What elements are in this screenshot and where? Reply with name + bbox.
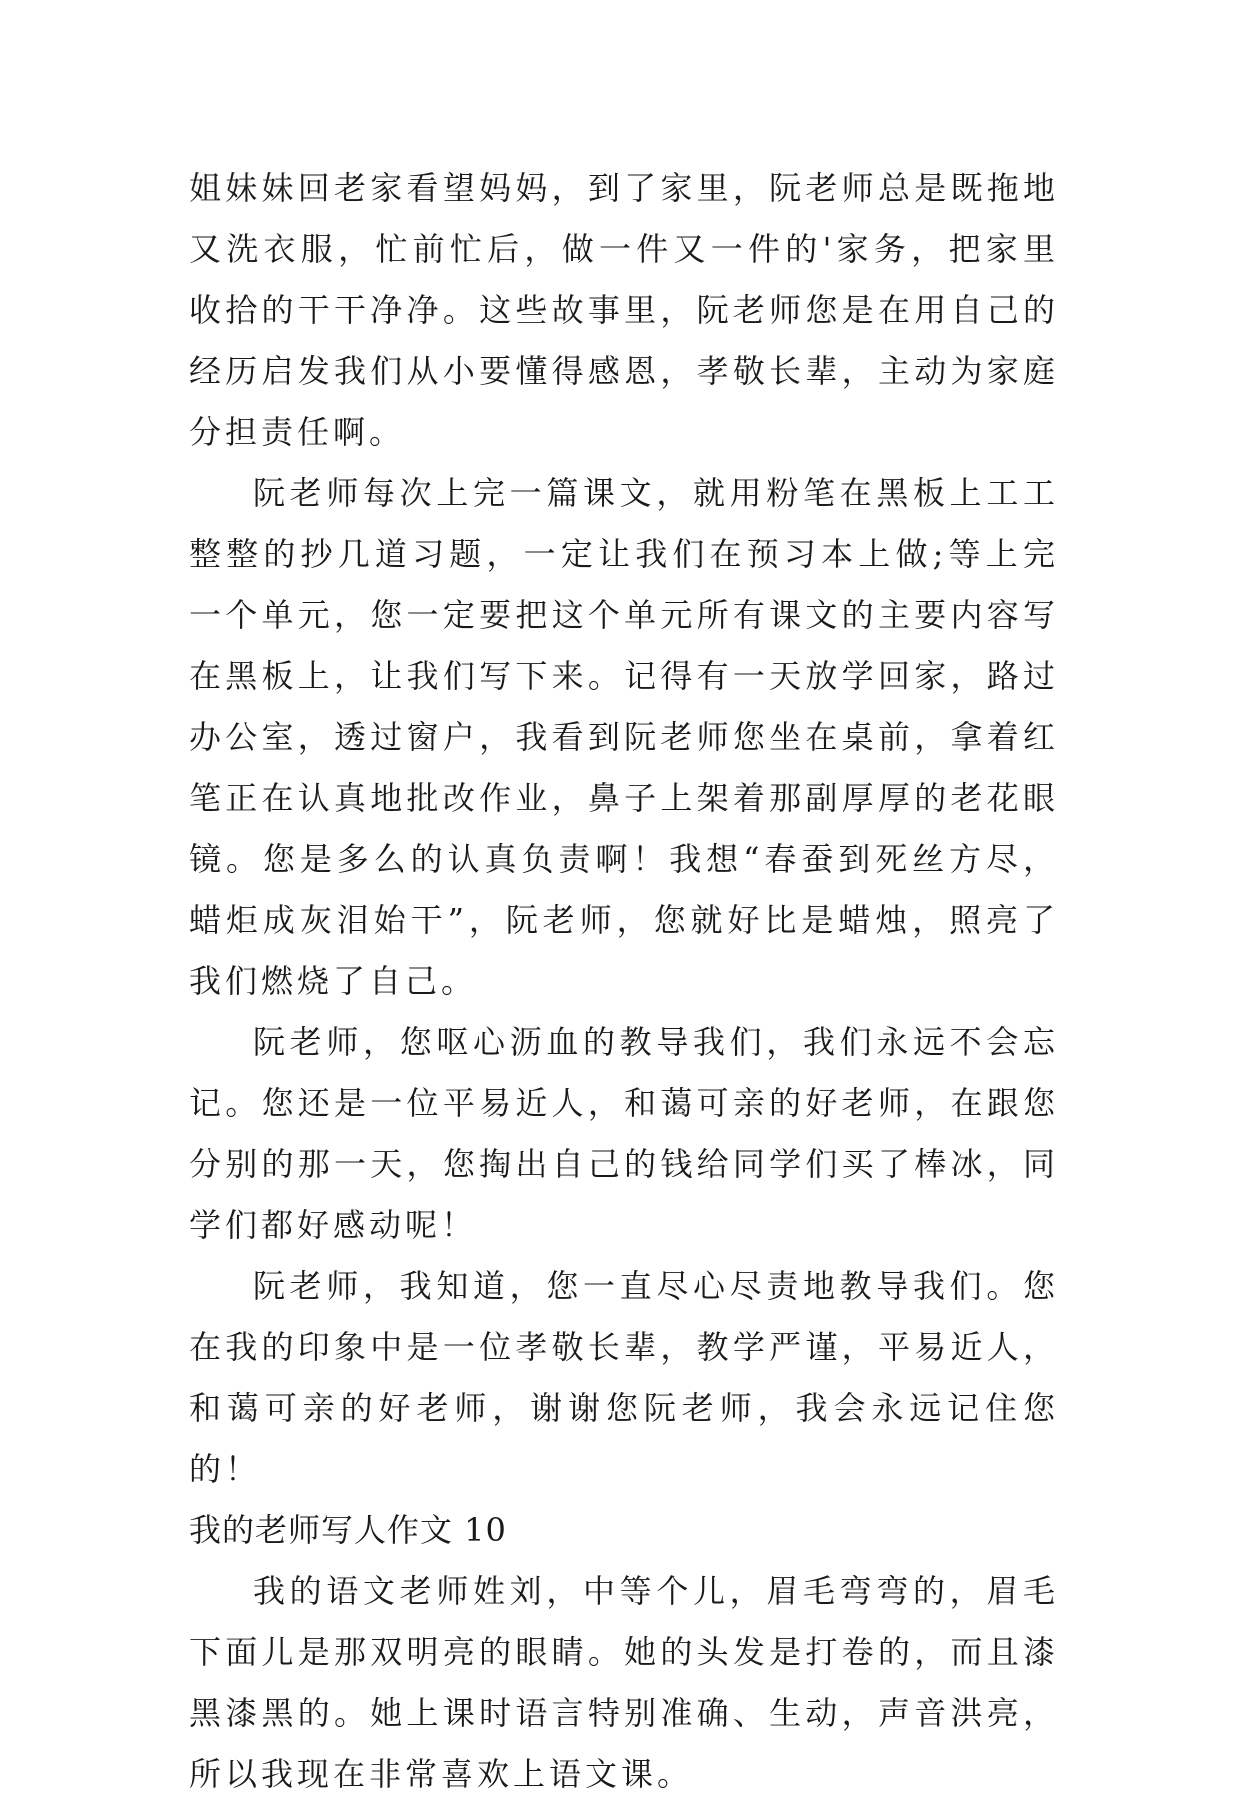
paragraph-2: 阮老师每次上完一篇课文，就用粉笔在黑板上工工整整的抄几道习题，一定让我们在预习本上做;等上完一个单元，您一定要把这个单元所有课文的主要内容写在黑板上，让我们写下来。记得有一天放学回家，路过办公室，透过窗户，我看到阮老师您坐在桌前，拿着红笔正在认真地批改作业，鼻子上架着那副厚厚的老花眼镜。您是多么的认真负责啊！我想“春蚕到死丝方尽，蜡炬成灰泪始干”，阮老师，您就好比是蜡烛，照亮了我们燃烧了自己。	[189, 474, 1059, 1000]
section-paragraph-1: 我的语文老师姓刘，中等个儿，眉毛弯弯的，眉毛下面儿是那双明亮的眼睛。她的头发是打卷的，而且漆黑漆黑的。她上课时语言特别准确、生动，声音洪亮，所以我现在非常喜欢上语文课。	[189, 1572, 1059, 1793]
paragraph-3: 阮老师，您呕心沥血的教导我们，我们永远不会忘记。您还是一位平易近人，和蔼可亲的好老师，在跟您分别的那一天，您掏出自己的钱给同学们买了棒冰，同学们都好感动呢！	[189, 1023, 1059, 1244]
document-body	[189, 158, 1059, 1805]
section-title: 我的老师写人作文 10	[189, 1511, 507, 1549]
paragraph-4: 阮老师，我知道，您一直尽心尽责地教导我们。您在我的印象中是一位孝敬长辈，教学严谨，平易近人，和蔼可亲的好老师，谢谢您阮老师，我会永远记住您的！	[189, 1267, 1059, 1488]
paragraph-1: 姐妹妹回老家看望妈妈，到了家里，阮老师总是既拖地又洗衣服，忙前忙后，做一件又一件的'家务，把家里收拾的干干净净。这些故事里，阮老师您是在用自己的经历启发我们从小要懂得感恩，孝敬长辈，主动为家庭分担责任啊。	[189, 169, 1059, 451]
